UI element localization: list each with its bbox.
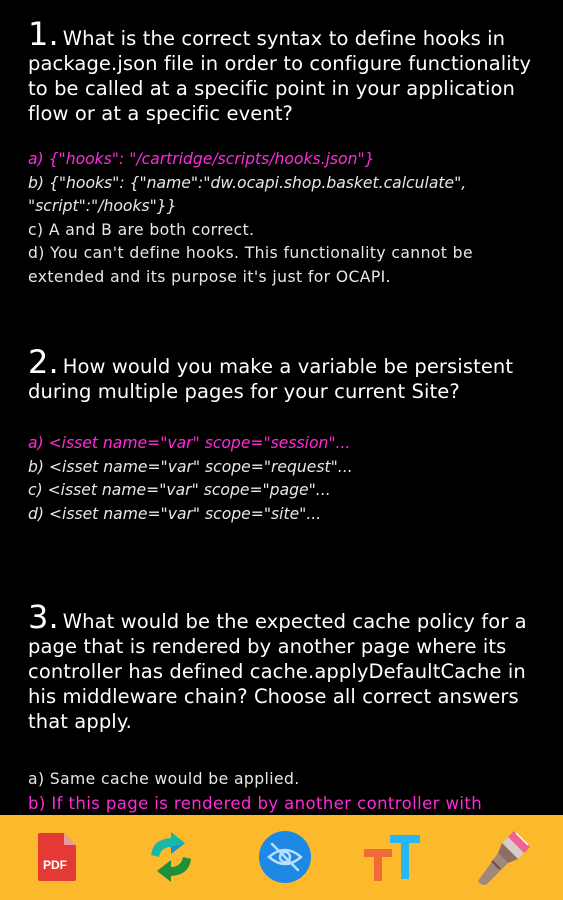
question-3 xyxy=(28,598,540,815)
sync-arrows-icon xyxy=(143,829,199,885)
question-number: 3. xyxy=(28,598,59,636)
question-text xyxy=(28,343,540,404)
question-body: How would you make a variable be persistent during multiple pages for your current Site? xyxy=(28,355,514,403)
answer-option-d[interactable]: d) You can't define hooks. This functionality cannot be extended and its purpose it's just for OCAPI. xyxy=(28,244,473,286)
answer-option-c[interactable]: c) A and B are both correct. xyxy=(28,220,255,239)
answer-option-a[interactable]: a) <isset name="var" scope="session"... xyxy=(28,434,351,452)
question-text xyxy=(28,15,540,126)
question-number: 1. xyxy=(28,15,59,53)
bottom-toolbar xyxy=(0,815,563,900)
answer-option-d[interactable]: d) <isset name="var" scope="site"... xyxy=(28,504,322,523)
paint-brush-icon xyxy=(474,827,534,887)
pdf-export-button[interactable] xyxy=(26,827,86,887)
answer-list xyxy=(28,768,540,815)
theme-brush-button[interactable] xyxy=(474,827,534,887)
eye-hidden-icon xyxy=(257,829,313,885)
answer-option-b[interactable]: b) If this page is rendered by another controller with xyxy=(28,793,483,813)
sync-button[interactable] xyxy=(141,827,201,887)
question-number: 2. xyxy=(28,343,59,381)
answer-option-a[interactable]: a) {"hooks": "/cartridge/scripts/hooks.json"} xyxy=(28,150,375,168)
answer-option-b[interactable]: b) <isset name="var" scope="request"... xyxy=(28,457,353,476)
answer-option-c[interactable]: c) <isset name="var" scope="page"... xyxy=(28,481,331,499)
answer-list xyxy=(28,432,540,526)
answer-list xyxy=(28,148,540,289)
question-body: What is the correct syntax to define hooks in package.json file in order to configure functionality to be called at a specific point in your application flow or at a specific event? xyxy=(28,27,532,125)
text-size-icon xyxy=(362,829,422,885)
pdf-icon-label: PDF xyxy=(43,858,67,872)
question-body: What would be the expected cache policy for a page that is rendered by another page where its controller has defined cache.applyDefaultCache in his middleware chain? Choose all correct answers that apply. xyxy=(28,610,527,733)
answer-option-b[interactable]: b) {"hooks": {"name":"dw.ocapi.shop.basket.calculate", "script":"/hooks"}} xyxy=(28,173,467,215)
visibility-toggle-button[interactable] xyxy=(255,827,315,887)
question-text xyxy=(28,598,540,734)
question-2 xyxy=(28,343,540,526)
pdf-icon xyxy=(34,831,78,883)
question-1 xyxy=(28,15,540,289)
text-size-button[interactable] xyxy=(362,827,422,887)
answer-option-a[interactable]: a) Same cache would be applied. xyxy=(28,770,300,788)
